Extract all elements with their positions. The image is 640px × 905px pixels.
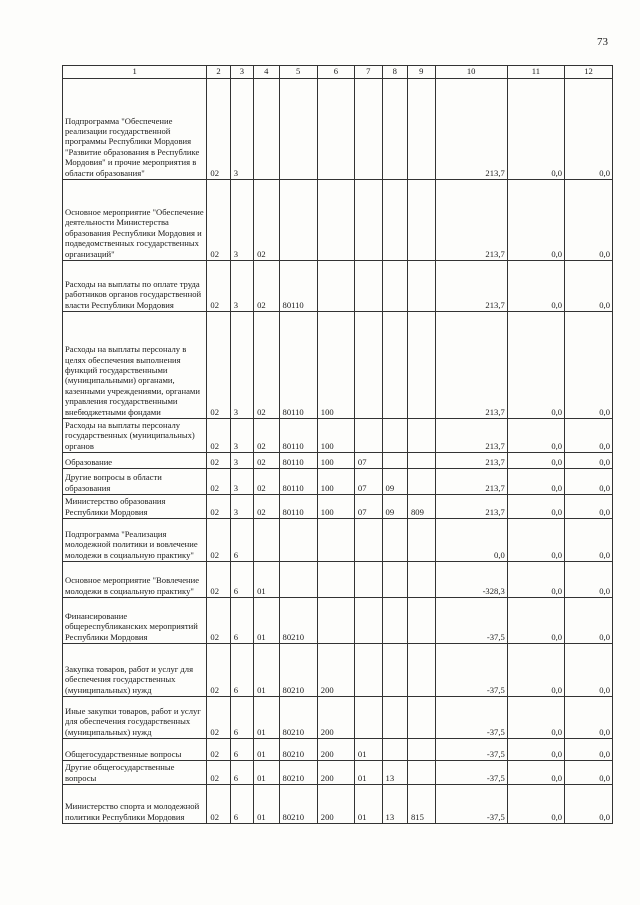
column-header: 12 (565, 66, 613, 79)
amount-cell-c10: 213,7 (435, 79, 507, 180)
header-row (63, 66, 613, 79)
code-cell-c6: 100 (317, 419, 354, 453)
code-cell-c5: 80110 (279, 261, 317, 312)
table-row (63, 495, 613, 519)
code-cell-c2: 02 (207, 453, 230, 469)
code-cell-c9 (407, 598, 435, 644)
code-cell-c4: 01 (254, 761, 279, 785)
code-cell-c5: 80210 (279, 785, 317, 824)
code-cell-c6 (317, 261, 354, 312)
code-cell-c2: 02 (207, 697, 230, 739)
code-cell-c3: 3 (230, 261, 253, 312)
code-cell-c8: 09 (382, 469, 407, 495)
code-cell-c8 (382, 180, 407, 261)
code-cell-c9 (407, 469, 435, 495)
amount-cell-c11: 0,0 (507, 519, 564, 562)
code-cell-c7 (354, 598, 382, 644)
code-cell-c6 (317, 519, 354, 562)
amount-cell-c11: 0,0 (507, 785, 564, 824)
code-cell-c4: 01 (254, 598, 279, 644)
code-cell-c7 (354, 261, 382, 312)
row-name-cell: Основное мероприятие "Обеспечение деятельности Министерства образования Республики Мордовия и подведомственных государственных организаций" (63, 180, 207, 261)
amount-cell-c10: -37,5 (435, 761, 507, 785)
column-header: 10 (435, 66, 507, 79)
code-cell-c8 (382, 79, 407, 180)
code-cell-c4: 02 (254, 261, 279, 312)
code-cell-c3: 6 (230, 761, 253, 785)
code-cell-c4: 02 (254, 469, 279, 495)
column-header: 6 (317, 66, 354, 79)
code-cell-c4: 02 (254, 180, 279, 261)
column-header: 4 (254, 66, 279, 79)
amount-cell-c10: 213,7 (435, 495, 507, 519)
amount-cell-c11: 0,0 (507, 453, 564, 469)
amount-cell-c12: 0,0 (565, 419, 613, 453)
amount-cell-c12: 0,0 (565, 598, 613, 644)
amount-cell-c10: -37,5 (435, 644, 507, 697)
amount-cell-c11: 0,0 (507, 598, 564, 644)
code-cell-c2: 02 (207, 419, 230, 453)
row-name-cell: Образование (63, 453, 207, 469)
amount-cell-c11: 0,0 (507, 495, 564, 519)
table-row (63, 180, 613, 261)
amount-cell-c10: 213,7 (435, 419, 507, 453)
code-cell-c5 (279, 519, 317, 562)
row-name-cell: Общегосударственные вопросы (63, 739, 207, 761)
code-cell-c3: 3 (230, 495, 253, 519)
table-row (63, 419, 613, 453)
table-header (63, 66, 613, 79)
code-cell-c3: 3 (230, 469, 253, 495)
code-cell-c8: 13 (382, 785, 407, 824)
code-cell-c4: 02 (254, 495, 279, 519)
code-cell-c4: 01 (254, 785, 279, 824)
row-name-cell: Министерство спорта и молодежной политики Республики Мордовия (63, 785, 207, 824)
code-cell-c9 (407, 453, 435, 469)
row-name-cell: Подпрограмма "Обеспечение реализации государственной программы Республики Мордовия "Развитие образования в Республике Мордовия" и прочие мероприятия в области образования" (63, 79, 207, 180)
code-cell-c2: 02 (207, 644, 230, 697)
code-cell-c6: 200 (317, 697, 354, 739)
amount-cell-c12: 0,0 (565, 180, 613, 261)
code-cell-c7 (354, 562, 382, 598)
code-cell-c8 (382, 739, 407, 761)
code-cell-c9: 809 (407, 495, 435, 519)
code-cell-c5: 80210 (279, 697, 317, 739)
code-cell-c4: 01 (254, 739, 279, 761)
table-body (63, 79, 613, 824)
code-cell-c4: 02 (254, 312, 279, 419)
code-cell-c2: 02 (207, 761, 230, 785)
amount-cell-c12: 0,0 (565, 697, 613, 739)
column-header: 5 (279, 66, 317, 79)
amount-cell-c10: -37,5 (435, 785, 507, 824)
amount-cell-c12: 0,0 (565, 562, 613, 598)
code-cell-c9 (407, 419, 435, 453)
table-row (63, 312, 613, 419)
column-header: 11 (507, 66, 564, 79)
amount-cell-c10: 213,7 (435, 453, 507, 469)
code-cell-c9 (407, 519, 435, 562)
row-name-cell: Закупка товаров, работ и услуг для обеспечения государственных (муниципальных) нужд (63, 644, 207, 697)
amount-cell-c10: -328,3 (435, 562, 507, 598)
code-cell-c2: 02 (207, 739, 230, 761)
column-header: 3 (230, 66, 253, 79)
table-row (63, 79, 613, 180)
code-cell-c3: 6 (230, 598, 253, 644)
code-cell-c8 (382, 644, 407, 697)
code-cell-c5: 80110 (279, 312, 317, 419)
code-cell-c7: 07 (354, 453, 382, 469)
table-row (63, 562, 613, 598)
code-cell-c2: 02 (207, 598, 230, 644)
code-cell-c7 (354, 697, 382, 739)
code-cell-c5 (279, 79, 317, 180)
code-cell-c7: 07 (354, 469, 382, 495)
amount-cell-c10: 213,7 (435, 469, 507, 495)
row-name-cell: Расходы на выплаты персоналу в целях обеспечения выполнения функций государственными (муниципальными) органами, казенными учреждениями, органами управления государственными внебюджетными фондами (63, 312, 207, 419)
amount-cell-c12: 0,0 (565, 519, 613, 562)
code-cell-c4: 01 (254, 644, 279, 697)
code-cell-c9: 815 (407, 785, 435, 824)
code-cell-c2: 02 (207, 180, 230, 261)
table-row (63, 761, 613, 785)
code-cell-c7 (354, 519, 382, 562)
code-cell-c8 (382, 453, 407, 469)
amount-cell-c11: 0,0 (507, 697, 564, 739)
code-cell-c5: 80110 (279, 495, 317, 519)
code-cell-c9 (407, 180, 435, 261)
code-cell-c6 (317, 180, 354, 261)
code-cell-c3: 6 (230, 785, 253, 824)
code-cell-c9 (407, 562, 435, 598)
code-cell-c6: 100 (317, 469, 354, 495)
code-cell-c9 (407, 761, 435, 785)
table-row (63, 519, 613, 562)
code-cell-c6: 200 (317, 644, 354, 697)
code-cell-c3: 3 (230, 312, 253, 419)
code-cell-c6 (317, 79, 354, 180)
row-name-cell: Финансирование общереспубликанских мероприятий Республики Мордовия (63, 598, 207, 644)
amount-cell-c12: 0,0 (565, 469, 613, 495)
amount-cell-c11: 0,0 (507, 79, 564, 180)
code-cell-c3: 6 (230, 562, 253, 598)
column-header: 9 (407, 66, 435, 79)
code-cell-c8: 09 (382, 495, 407, 519)
amount-cell-c12: 0,0 (565, 761, 613, 785)
page-number: 73 (597, 36, 608, 48)
code-cell-c5: 80110 (279, 453, 317, 469)
code-cell-c7 (354, 180, 382, 261)
code-cell-c6: 200 (317, 739, 354, 761)
code-cell-c5: 80210 (279, 761, 317, 785)
column-header: 1 (63, 66, 207, 79)
amount-cell-c11: 0,0 (507, 261, 564, 312)
amount-cell-c10: 213,7 (435, 261, 507, 312)
amount-cell-c11: 0,0 (507, 761, 564, 785)
code-cell-c6: 100 (317, 495, 354, 519)
amount-cell-c11: 0,0 (507, 180, 564, 261)
code-cell-c6: 200 (317, 785, 354, 824)
amount-cell-c10: 0,0 (435, 519, 507, 562)
amount-cell-c12: 0,0 (565, 785, 613, 824)
code-cell-c7 (354, 644, 382, 697)
amount-cell-c12: 0,0 (565, 495, 613, 519)
code-cell-c5: 80110 (279, 419, 317, 453)
row-name-cell: Другие общегосударственные вопросы (63, 761, 207, 785)
table-row (63, 739, 613, 761)
column-header: 2 (207, 66, 230, 79)
code-cell-c7 (354, 312, 382, 419)
amount-cell-c12: 0,0 (565, 453, 613, 469)
amount-cell-c10: 213,7 (435, 312, 507, 419)
table-row (63, 261, 613, 312)
amount-cell-c11: 0,0 (507, 739, 564, 761)
table-row (63, 598, 613, 644)
code-cell-c4: 02 (254, 453, 279, 469)
amount-cell-c11: 0,0 (507, 312, 564, 419)
row-name-cell: Расходы на выплаты по оплате труда работников органов государственной власти Республики Мордовия (63, 261, 207, 312)
code-cell-c9 (407, 261, 435, 312)
code-cell-c7: 01 (354, 761, 382, 785)
code-cell-c4 (254, 79, 279, 180)
code-cell-c5: 80110 (279, 469, 317, 495)
code-cell-c5: 80210 (279, 739, 317, 761)
amount-cell-c11: 0,0 (507, 644, 564, 697)
code-cell-c3: 3 (230, 419, 253, 453)
amount-cell-c12: 0,0 (565, 312, 613, 419)
amount-cell-c11: 0,0 (507, 419, 564, 453)
row-name-cell: Расходы на выплаты персоналу государственных (муниципальных) органов (63, 419, 207, 453)
code-cell-c3: 6 (230, 739, 253, 761)
code-cell-c2: 02 (207, 469, 230, 495)
table-row (63, 697, 613, 739)
row-name-cell: Министерство образования Республики Мордовия (63, 495, 207, 519)
code-cell-c6 (317, 598, 354, 644)
code-cell-c2: 02 (207, 785, 230, 824)
code-cell-c3: 6 (230, 697, 253, 739)
column-header: 8 (382, 66, 407, 79)
budget-table (62, 65, 613, 824)
row-name-cell: Другие вопросы в области образования (63, 469, 207, 495)
code-cell-c6: 100 (317, 453, 354, 469)
code-cell-c8 (382, 519, 407, 562)
code-cell-c9 (407, 739, 435, 761)
code-cell-c9 (407, 312, 435, 419)
row-name-cell: Подпрограмма "Реализация молодежной политики и вовлечение молодежи в социальную практику" (63, 519, 207, 562)
code-cell-c7 (354, 79, 382, 180)
amount-cell-c11: 0,0 (507, 469, 564, 495)
code-cell-c6 (317, 562, 354, 598)
code-cell-c7: 01 (354, 785, 382, 824)
code-cell-c8 (382, 419, 407, 453)
row-name-cell: Иные закупки товаров, работ и услуг для обеспечения государственных (муниципальных) нужд (63, 697, 207, 739)
code-cell-c3: 3 (230, 453, 253, 469)
code-cell-c9 (407, 644, 435, 697)
table-row (63, 469, 613, 495)
code-cell-c7: 07 (354, 495, 382, 519)
amount-cell-c10: -37,5 (435, 697, 507, 739)
amount-cell-c12: 0,0 (565, 644, 613, 697)
amount-cell-c12: 0,0 (565, 739, 613, 761)
code-cell-c3: 6 (230, 519, 253, 562)
code-cell-c2: 02 (207, 519, 230, 562)
code-cell-c9 (407, 697, 435, 739)
code-cell-c7: 01 (354, 739, 382, 761)
amount-cell-c10: 213,7 (435, 180, 507, 261)
code-cell-c3: 3 (230, 79, 253, 180)
code-cell-c2: 02 (207, 79, 230, 180)
code-cell-c2: 02 (207, 312, 230, 419)
code-cell-c6: 100 (317, 312, 354, 419)
code-cell-c5: 80210 (279, 644, 317, 697)
column-header: 7 (354, 66, 382, 79)
code-cell-c4: 01 (254, 697, 279, 739)
code-cell-c2: 02 (207, 495, 230, 519)
amount-cell-c11: 0,0 (507, 562, 564, 598)
code-cell-c5: 80210 (279, 598, 317, 644)
code-cell-c8 (382, 261, 407, 312)
table-row (63, 785, 613, 824)
code-cell-c7 (354, 419, 382, 453)
code-cell-c3: 3 (230, 180, 253, 261)
code-cell-c2: 02 (207, 562, 230, 598)
amount-cell-c12: 0,0 (565, 79, 613, 180)
code-cell-c4: 02 (254, 419, 279, 453)
code-cell-c5 (279, 180, 317, 261)
amount-cell-c12: 0,0 (565, 261, 613, 312)
code-cell-c6: 200 (317, 761, 354, 785)
code-cell-c8 (382, 562, 407, 598)
table-row (63, 453, 613, 469)
code-cell-c4: 01 (254, 562, 279, 598)
code-cell-c8 (382, 697, 407, 739)
row-name-cell: Основное мероприятие "Вовлечение молодежи в социальную практику" (63, 562, 207, 598)
code-cell-c3: 6 (230, 644, 253, 697)
code-cell-c2: 02 (207, 261, 230, 312)
table-row (63, 644, 613, 697)
code-cell-c8 (382, 312, 407, 419)
code-cell-c9 (407, 79, 435, 180)
code-cell-c8: 13 (382, 761, 407, 785)
code-cell-c8 (382, 598, 407, 644)
amount-cell-c10: -37,5 (435, 598, 507, 644)
code-cell-c5 (279, 562, 317, 598)
amount-cell-c10: -37,5 (435, 739, 507, 761)
code-cell-c4 (254, 519, 279, 562)
